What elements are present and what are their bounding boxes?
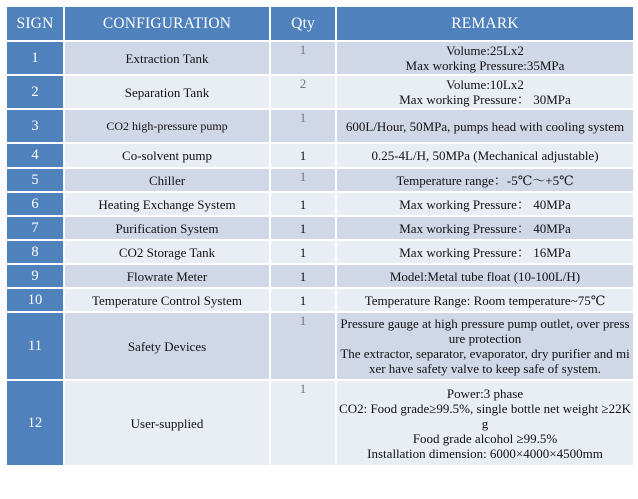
- header-row: [7, 7, 633, 40]
- row-qty: 1: [271, 110, 335, 142]
- row-remark: [337, 241, 633, 263]
- table-row: [7, 169, 633, 191]
- remark-line: Max working Pressure： 40MPa: [399, 220, 571, 236]
- row-configuration: Flowrate Meter: [65, 265, 269, 287]
- header-sign: SIGN: [7, 7, 63, 40]
- row-sign: 1: [7, 42, 63, 74]
- table-row: [7, 289, 633, 311]
- table-row: [7, 76, 633, 108]
- table-row: [7, 217, 633, 239]
- row-sign: 5: [7, 169, 63, 191]
- table-row: [7, 381, 633, 465]
- remark-line: Volume:10Lx2: [446, 77, 524, 92]
- remark-line: Temperature range：-5℃～+5℃: [396, 172, 574, 188]
- row-remark: [337, 265, 633, 287]
- configuration-table: [5, 5, 635, 467]
- table-row: [7, 241, 633, 263]
- row-sign: 7: [7, 217, 63, 239]
- row-remark: [337, 42, 633, 74]
- row-sign: 2: [7, 76, 63, 108]
- remark-line: Max working Pressure： 30MPa: [399, 92, 571, 107]
- row-qty: 1: [271, 241, 335, 263]
- table-row: [7, 193, 633, 215]
- remark-line: Max working Pressure： 40MPa: [399, 196, 571, 212]
- row-remark: [337, 313, 633, 379]
- row-qty: 1: [271, 381, 335, 465]
- row-configuration: Heating Exchange System: [65, 193, 269, 215]
- row-configuration: Safety Devices: [65, 313, 269, 379]
- row-remark: [337, 76, 633, 108]
- remark-line: Power:3 phase: [446, 385, 524, 401]
- remark-line: Model:Metal tube float (10-100L/H): [389, 268, 581, 284]
- table-row: [7, 42, 633, 74]
- row-sign: 4: [7, 144, 63, 167]
- row-configuration: CO2 Storage Tank: [65, 241, 269, 263]
- row-configuration: Separation Tank: [65, 76, 269, 108]
- row-remark: [337, 193, 633, 215]
- row-sign: 12: [7, 381, 63, 465]
- row-qty: 2: [271, 76, 335, 108]
- row-configuration: Purification System: [65, 217, 269, 239]
- table-row: [7, 144, 633, 167]
- remark-line: Max working Pressure： 16MPa: [399, 244, 571, 260]
- remark-line: 0.25-4L/H, 50MPa (Mechanical adjustable): [371, 148, 599, 163]
- header-qty: Qty: [271, 7, 335, 40]
- row-sign: 9: [7, 265, 63, 287]
- row-sign: 8: [7, 241, 63, 263]
- header-configuration: CONFIGURATION: [65, 7, 269, 40]
- row-configuration: CO2 high-pressure pump: [65, 110, 269, 142]
- header-remark: REMARK: [337, 7, 633, 40]
- table-row: [7, 110, 633, 142]
- remark-line: Pressure gauge at high pressure pump outlet, over pressure protection: [340, 316, 630, 346]
- row-qty: 1: [271, 313, 335, 379]
- remark-line: CO2: Food grade≥99.5%, single bottle net weight ≥22Kg: [339, 400, 631, 431]
- row-configuration: Extraction Tank: [65, 42, 269, 74]
- row-qty: 1: [271, 265, 335, 287]
- row-qty: 1: [271, 217, 335, 239]
- remark-line: Volume:25Lx2: [446, 43, 524, 58]
- row-qty: 1: [271, 42, 335, 74]
- row-remark: [337, 381, 633, 465]
- row-remark: [337, 169, 633, 191]
- remark-line: 600L/Hour, 50MPa, pumps head with cooling system: [345, 118, 625, 134]
- row-configuration: Co-solvent pump: [65, 144, 269, 167]
- row-configuration: Temperature Control System: [65, 289, 269, 311]
- row-sign: 11: [7, 313, 63, 379]
- remark-line: Max working Pressure:35MPa: [405, 58, 565, 73]
- row-remark: [337, 217, 633, 239]
- row-remark: [337, 110, 633, 142]
- table-row: [7, 265, 633, 287]
- row-sign: 6: [7, 193, 63, 215]
- remark-line: Installation dimension: 6000×4000×4500mm: [367, 445, 603, 461]
- row-remark: [337, 289, 633, 311]
- remark-line: Food grade alcohol ≥99.5%: [412, 430, 558, 446]
- row-configuration: User-supplied: [65, 381, 269, 465]
- remark-line: Temperature Range: Room temperature~75℃: [364, 292, 606, 308]
- row-remark: [337, 144, 633, 167]
- table-row: [7, 313, 633, 379]
- row-qty: 1: [271, 144, 335, 167]
- row-configuration: Chiller: [65, 169, 269, 191]
- remark-line: The extractor, separator, evaporator, dry purifier and mixer have safety valve to keep safe of system.: [340, 346, 630, 376]
- row-qty: 1: [271, 193, 335, 215]
- row-sign: 10: [7, 289, 63, 311]
- row-qty: 1: [271, 169, 335, 191]
- row-qty: 1: [271, 289, 335, 311]
- row-sign: 3: [7, 110, 63, 142]
